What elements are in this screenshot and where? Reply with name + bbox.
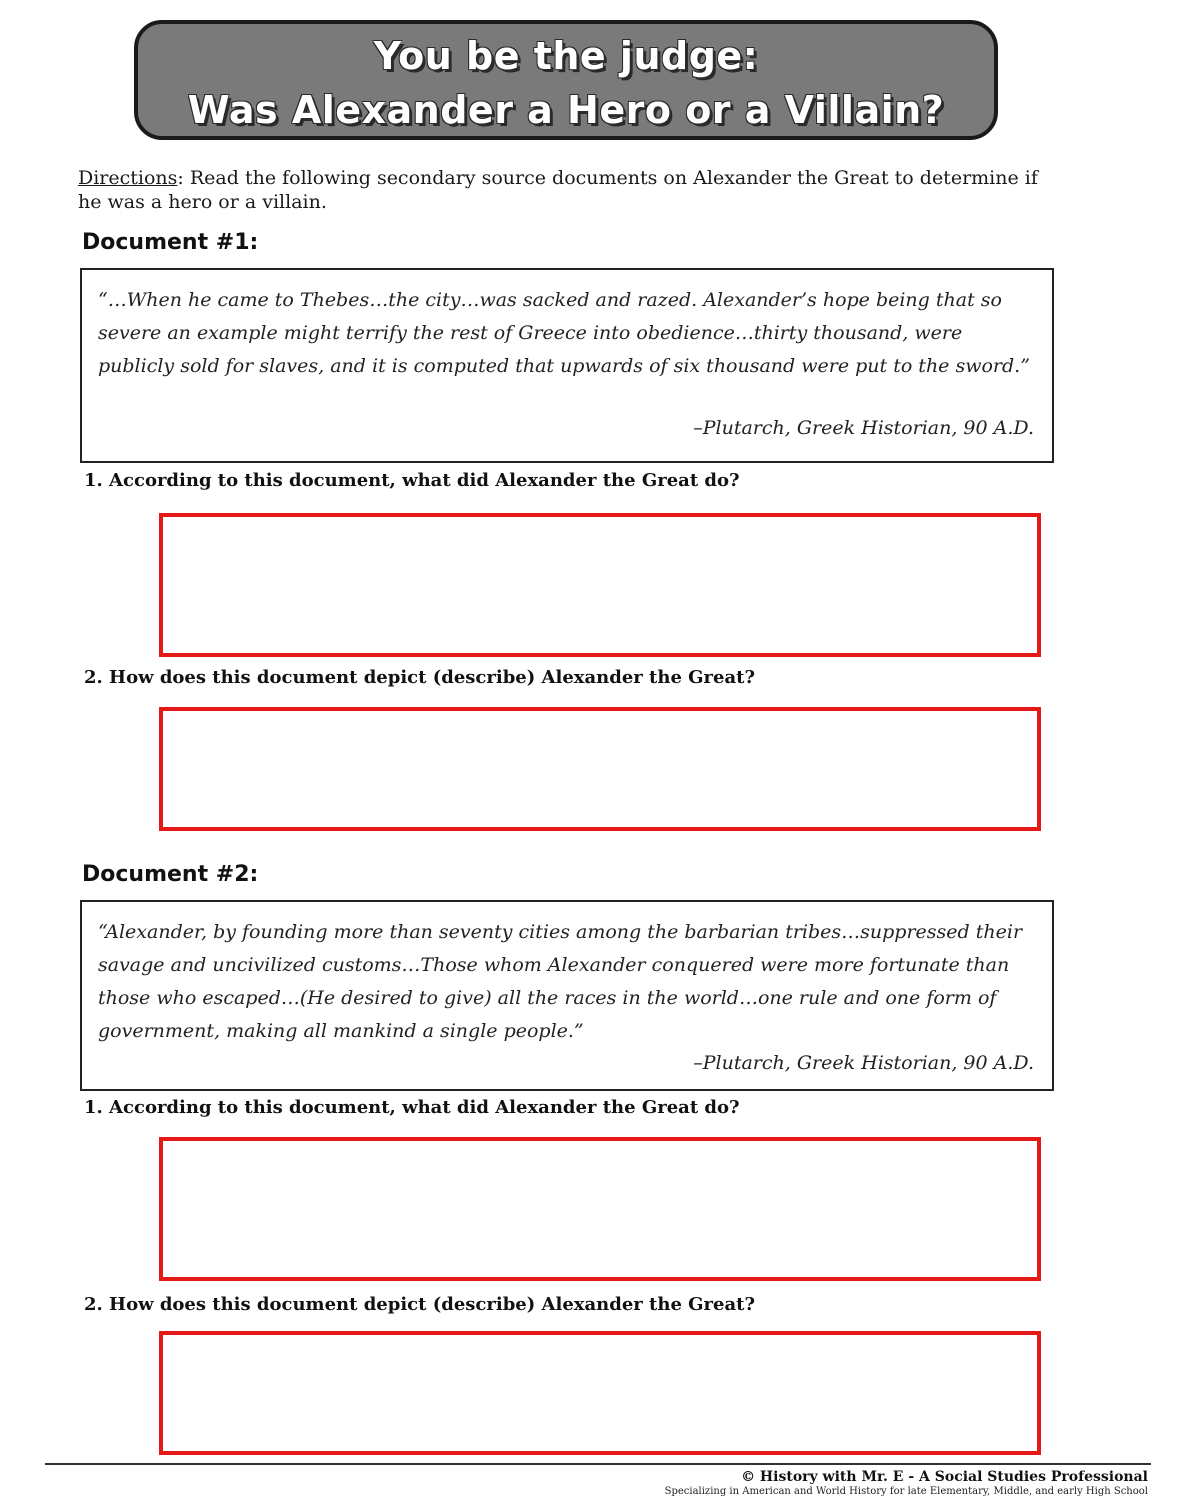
document-1-heading: Document #1:: [82, 230, 259, 255]
document-1-answer-2-box[interactable]: [159, 707, 1041, 831]
document-1-question-1: 1. According to this document, what did Alexander the Great do?: [84, 470, 740, 491]
title-banner: [134, 20, 998, 140]
document-2-answer-2-box[interactable]: [159, 1331, 1041, 1455]
document-1-quote-box: [80, 268, 1054, 463]
footer-copyright: © History with Mr. E - A Social Studies Professional: [741, 1469, 1148, 1485]
document-2-source: –Plutarch, Greek Historian, 90 A.D.: [693, 1052, 1034, 1074]
document-1-answer-1-box[interactable]: [159, 513, 1041, 657]
title-line-2: Was Alexander a Hero or a Villain?: [187, 88, 945, 132]
document-2-question-1: 1. According to this document, what did Alexander the Great do?: [84, 1097, 740, 1118]
footer-divider: [45, 1463, 1151, 1465]
title-line-1: You be the judge:: [373, 34, 759, 78]
document-2-answer-1-box[interactable]: [159, 1137, 1041, 1281]
document-2-heading: Document #2:: [82, 862, 259, 887]
document-1-quote: “…When he came to Thebes…the city…was sacked and razed. Alexander’s hope being that so severe an example might terrify the rest of Greece into obedience…thirty thousand, were publicly sold for slaves, and it is computed that upwards of six thousand were put to the sword.”: [98, 289, 1030, 377]
directions-text: : Read the following secondary source documents on Alexander the Great to determine if he was a hero or a villain.: [78, 167, 1038, 213]
document-1-question-2: 2. How does this document depict (describe) Alexander the Great?: [84, 667, 755, 688]
directions: [78, 166, 1038, 214]
document-2-quote: “Alexander, by founding more than seventy cities among the barbarian tribes…suppressed their savage and uncivilized customs…Those whom Alexander conquered were more fortunate than those who escaped…(He desired to give) all the races in the world…one rule and one form of government, making all mankind a single people.”: [98, 921, 1023, 1042]
document-2-quote-box: [80, 900, 1054, 1091]
document-1-source: –Plutarch, Greek Historian, 90 A.D.: [693, 417, 1034, 439]
footer-tagline: Specializing in American and World History for late Elementary, Middle, and early High School: [664, 1486, 1148, 1497]
directions-label: Directions: [78, 167, 178, 189]
document-2-question-2: 2. How does this document depict (describe) Alexander the Great?: [84, 1294, 755, 1315]
